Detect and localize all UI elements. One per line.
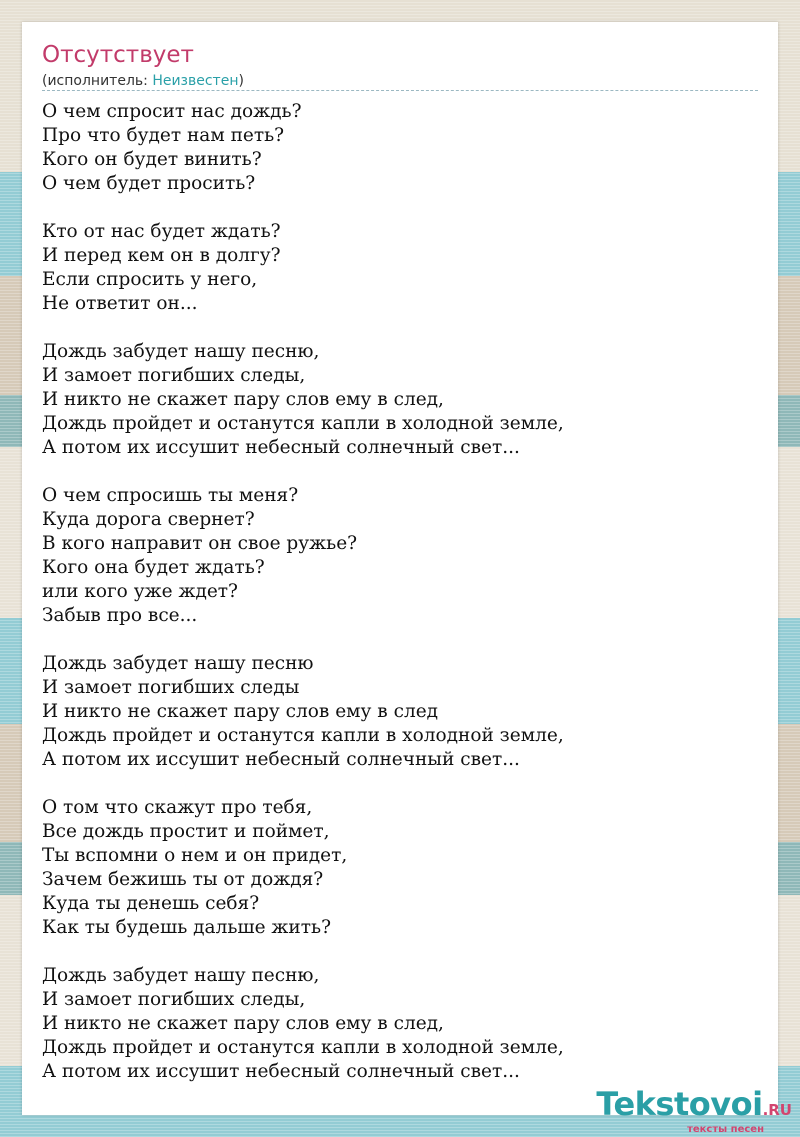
lyric-line: И замоет погибших следы, bbox=[42, 989, 306, 1010]
lyric-line: И никто не скажет пару слов ему в след bbox=[42, 701, 439, 722]
logo-tld: .RU bbox=[762, 1101, 792, 1119]
lyric-line: Дождь забудет нашу песню, bbox=[42, 341, 320, 362]
lyric-line: И замоет погибших следы, bbox=[42, 365, 306, 386]
lyric-line: В кого направит он свое ружье? bbox=[42, 533, 358, 554]
lyric-line: И никто не скажет пару слов ему в след, bbox=[42, 389, 444, 410]
logo-brand-text: Tekstovoi bbox=[596, 1085, 763, 1123]
lyric-line: Если спросить у него, bbox=[42, 269, 258, 290]
lyric-line: Куда дорога свернет? bbox=[42, 509, 255, 530]
lyric-line: Не ответит он... bbox=[42, 293, 198, 314]
lyric-line: И перед кем он в долгу? bbox=[42, 245, 281, 266]
title-divider bbox=[42, 90, 758, 91]
lyric-line: И замоет погибших следы bbox=[42, 677, 300, 698]
stanza bbox=[42, 100, 758, 196]
lyric-line: А потом их иссушит небесный солнечный свет... bbox=[42, 1061, 520, 1082]
song-title: Отсутствует bbox=[42, 42, 194, 68]
lyric-line: Все дождь простит и поймет, bbox=[42, 821, 330, 842]
lyric-line: Куда ты денешь себя? bbox=[42, 893, 260, 914]
lyric-line: А потом их иссушит небесный солнечный свет... bbox=[42, 437, 520, 458]
lyric-line: Кто от нас будет ждать? bbox=[42, 221, 281, 242]
lyric-line: Как ты будешь дальше жить? bbox=[42, 917, 331, 938]
stanza bbox=[42, 964, 758, 1084]
lyric-line: Дождь забудет нашу песню, bbox=[42, 965, 320, 986]
lyric-line: Ты вспомни о нем и он придет, bbox=[42, 845, 348, 866]
lyric-line: И никто не скажет пару слов ему в след, bbox=[42, 1013, 444, 1034]
lyric-line: Кого она будет ждать? bbox=[42, 557, 265, 578]
lyric-line: О чем спросит нас дождь? bbox=[42, 101, 302, 122]
lyric-line: Дождь пройдет и останутся капли в холодной земле, bbox=[42, 413, 564, 434]
lyric-line: Дождь пройдет и останутся капли в холодной земле, bbox=[42, 725, 564, 746]
stanza bbox=[42, 484, 758, 628]
artist-link[interactable]: Неизвестен bbox=[152, 73, 239, 89]
stanza bbox=[42, 340, 758, 460]
lyric-line: Забыв про все... bbox=[42, 605, 198, 626]
logo-tagline: тексты песен bbox=[687, 1124, 764, 1135]
lyrics-card bbox=[22, 22, 778, 1115]
lyric-line: Кого он будет винить? bbox=[42, 149, 262, 170]
lyric-line: О чем спросишь ты меня? bbox=[42, 485, 299, 506]
lyric-line: Про что будет нам петь? bbox=[42, 125, 285, 146]
lyric-line: О чем будет просить? bbox=[42, 173, 256, 194]
lyric-line: Дождь пройдет и останутся капли в холодной земле, bbox=[42, 1037, 564, 1058]
artist-line bbox=[42, 72, 244, 90]
site-logo[interactable] bbox=[596, 1087, 792, 1135]
lyric-line: или кого уже ждет? bbox=[42, 581, 238, 602]
lyric-line: Зачем бежишь ты от дождя? bbox=[42, 869, 324, 890]
stanza bbox=[42, 652, 758, 772]
artist-suffix: ) bbox=[238, 73, 244, 89]
lyric-line: Дождь забудет нашу песню bbox=[42, 653, 314, 674]
lyric-line: О том что скажут про тебя, bbox=[42, 797, 313, 818]
lyric-line: А потом их иссушит небесный солнечный свет... bbox=[42, 749, 520, 770]
lyrics-text bbox=[42, 100, 758, 1108]
artist-prefix: (исполнитель: bbox=[42, 73, 153, 89]
stanza bbox=[42, 796, 758, 940]
logo-brand bbox=[596, 1087, 792, 1127]
stanza bbox=[42, 220, 758, 316]
